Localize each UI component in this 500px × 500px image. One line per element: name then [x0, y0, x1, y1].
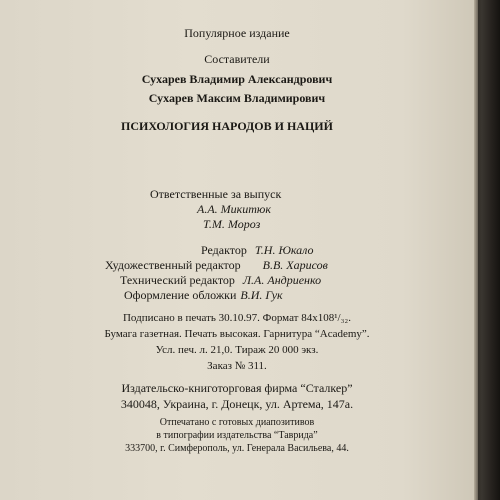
printing-line: Отпечатано с готовых диапозитивов [159, 417, 315, 428]
print-info-line: Подписано в печать 30.10.97. Формат 84х108¹/₃₂. [122, 312, 351, 324]
staff-row [124, 289, 283, 301]
print-info-line: Бумага газетная. Печать высокая. Гарнитура “Academy”. [104, 328, 370, 340]
publisher-name: Издательско-книготорговая фирма “Сталкер” [121, 381, 353, 395]
edition-type: Популярное издание [184, 26, 290, 40]
staff-row [201, 244, 314, 256]
book-spine [474, 0, 500, 500]
staff-role: Оформление обложки [124, 288, 237, 302]
responsible-name: А.А. Микитюк [197, 202, 272, 216]
responsible-name: Т.М. Мороз [203, 217, 261, 231]
staff-name: Л.А. Андриенко [242, 273, 322, 287]
printing-line: 333700, г. Симферополь, ул. Генерала Васильева, 44. [125, 443, 349, 454]
staff-name: В.И. Гук [240, 288, 283, 302]
print-info-line: Заказ № 311. [207, 360, 267, 372]
responsible-label: Ответственные за выпуск [150, 187, 282, 201]
compiler-name: Сухарев Максим Владимирович [148, 91, 326, 105]
book-title: ПСИХОЛОГИЯ НАРОДОВ И НАЦИЙ [121, 119, 333, 133]
publisher-address: 340048, Украина, г. Донецк, ул. Артема, 147а. [120, 397, 354, 411]
printing-line: в типографии издательства “Таврида” [156, 430, 318, 441]
staff-row [105, 259, 328, 271]
staff-name: Т.Н. Юкало [254, 243, 314, 257]
staff-name: В.В. Харисов [262, 258, 328, 272]
print-info-line: Усл. печ. л. 21,0. Тираж 20 000 экз. [155, 344, 319, 356]
staff-role: Художественный редактор [105, 258, 241, 272]
staff-row [120, 274, 321, 286]
compiler-name: Сухарев Владимир Александрович [141, 72, 333, 86]
staff-role: Редактор [201, 243, 247, 257]
staff-role: Технический редактор [120, 273, 235, 287]
compilers-label: Составители [204, 52, 270, 66]
